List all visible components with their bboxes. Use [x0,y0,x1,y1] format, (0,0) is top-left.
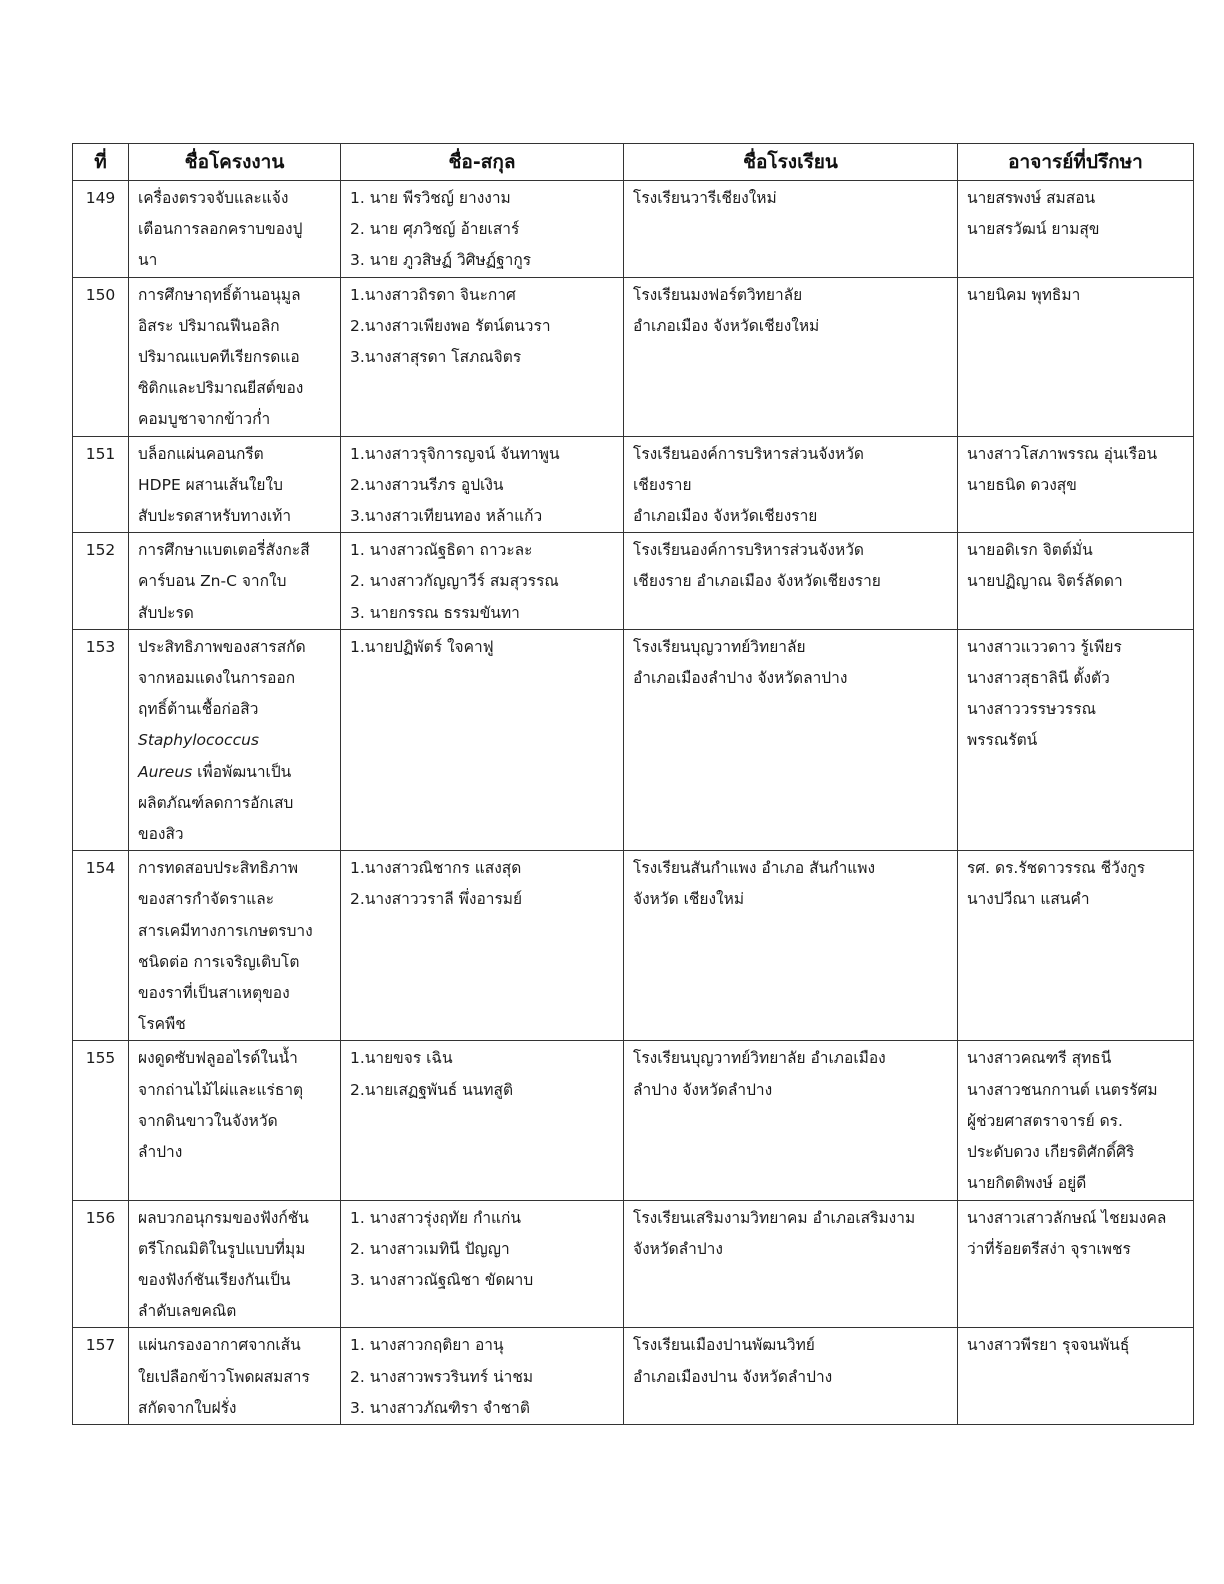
student-name: 2. นางสาวกัญญาวีร์ สมสุวรรณ [350,572,559,591]
student-names-cell [341,181,624,278]
school-name-cell [624,629,958,850]
project-name-cell [129,436,341,533]
advisor-name: นายธนิด ดวงสุข [967,475,1077,494]
row-number: 152 [73,533,129,630]
school-name-line: ลำปาง จังหวัดลำปาง [633,1080,773,1099]
project-name-line: คาร์บอน Zn-C จากใบ [138,572,287,591]
advisors-cell [958,851,1194,1041]
project-name-line: สารเคมีทางการเกษตรบาง [138,921,313,940]
project-name-cell [129,1328,341,1425]
student-name: 2.นายเสฏฐพันธ์ นนทสูติ [350,1080,514,1099]
project-name-line: ผลิตภัณฑ์ลดการอักเสบ [138,793,294,812]
project-name-line: สับปะรดสาหรับทางเท้า [138,507,292,526]
school-name-line: โรงเรียนวารีเชียงใหม่ [633,189,777,207]
project-name-cell [129,851,341,1041]
school-name-line: อำเภอเมือง จังหวัดเชียงใหม่ [633,316,820,335]
project-name-line: การศึกษาแบตเตอรี่สังกะสี [138,541,310,560]
row-number: 155 [73,1041,129,1200]
project-name-line: ประสิทธิภาพของสารสกัด [138,637,306,656]
advisors-cell [958,1328,1194,1425]
student-name: 3. นายกรรณ ธรรมขันทา [350,603,520,622]
advisor-name: นายปฏิญาณ จิตร์ลัดดา [967,572,1123,591]
table-header-row [73,144,1194,181]
student-name: 3.นางสาวเทียนทอง หล้าแก้ว [350,507,543,526]
scientific-name: Staphylococcus [138,731,259,750]
advisor-name: นางสาวโสภาพรรณ อุ่นเรือน [967,444,1158,463]
advisor-name: นายนิคม พุทธิมา [967,285,1081,304]
student-names-cell [341,533,624,630]
project-name-line: บล็อกแผ่นคอนกรีต [138,444,264,463]
advisor-name: นางปวีณา แสนคำ [967,890,1090,909]
project-name-line: นา [138,251,158,270]
table-row [73,277,1194,436]
student-name: 3. นางสาวภัณฑิรา จำชาติ [350,1398,530,1417]
project-name-line: HDPE ผสานเส้นใยใบ [138,475,283,494]
project-name-line: สกัดจากใบฝรั่ง [138,1398,237,1417]
advisors-cell [958,533,1194,630]
row-number: 157 [73,1328,129,1425]
project-name-cell [129,1041,341,1200]
project-name-cell [129,629,341,850]
advisor-name: นายสรพงษ์ สมสอน [967,189,1096,207]
scientific-name: Aureus [138,762,193,781]
project-name-cell [129,533,341,630]
project-name-line: ของสิว [138,825,184,844]
project-name-line: จากดินขาวในจังหวัด [138,1111,278,1130]
advisor-name: นางสาวแววดาว รู้เพียร [967,637,1122,656]
project-name-cell [129,181,341,278]
advisor-name: นางสาววรรษวรรณ [967,700,1097,719]
project-name-line: เครื่องตรวจจับและแจ้ง [138,189,289,207]
project-name-line: ปริมาณแบคทีเรียกรดแอ [138,348,300,367]
advisor-name: นางสาวเสาวลักษณ์ ไชยมงคล [967,1208,1167,1227]
project-name-line: ซิติกและปริมาณยีสต์ของ [138,379,304,398]
student-name: 1. นางสาวรุ่งฤทัย กำแก่น [350,1208,522,1227]
school-name-line: โรงเรียนสันกำแพง อำเภอ สันกำแพง [633,859,876,878]
project-name-line: ผลบวกอนุกรมของฟังก์ชัน [138,1208,309,1227]
student-names-cell [341,436,624,533]
advisor-name: นายกิตติพงษ์ อยู่ดี [967,1174,1087,1193]
advisors-cell [958,436,1194,533]
project-name-line: สับปะรด [138,603,194,622]
student-name: 3.นางสาสุรดา โสภณจิตร [350,348,522,367]
advisor-name: พรรณรัตน์ [967,731,1038,750]
table-row [73,533,1194,630]
school-name-cell [624,851,958,1041]
project-name-line: การศึกษาฤทธิ์ต้านอนุมูล [138,285,301,304]
student-name: 2.นางสาววราลี พึ่งอารมย์ [350,890,523,909]
student-name: 2.นางสาวเพียงพอ รัตน์ตนวรา [350,316,551,335]
student-name: 2. นาย ศุภวิชญ์ อ้ายเสาร์ [350,220,520,239]
school-name-line: เชียงราย อำเภอเมือง จังหวัดเชียงราย [633,572,881,591]
advisor-name: นายอดิเรก จิตต์มั่น [967,541,1093,560]
advisor-name: ผู้ช่วยศาสตราจารย์ ดร. [967,1111,1123,1130]
student-name: 1.นางสาวถิรดา จินะกาศ [350,285,516,304]
table-row [73,1200,1194,1328]
student-names-cell [341,277,624,436]
advisors-cell [958,1041,1194,1200]
student-name: 3. นาย ภูวสิษฏ์ วิศิษฏ์ฐากูร [350,251,532,270]
document-page [72,143,1193,1425]
project-name-line: อิสระ ปริมาณฟีนอลิก [138,316,280,335]
student-name: 3. นางสาวณัฐณิชา ขัดผาบ [350,1270,534,1289]
project-name-line: ของฟังก์ชันเรียงกันเป็น [138,1270,291,1289]
advisors-cell [958,181,1194,278]
school-name-line: โรงเรียนองค์การบริหารส่วนจังหวัด [633,541,864,560]
table-row [73,1328,1194,1425]
project-name-line: Aureus เพื่อพัฒนาเป็น [138,762,292,781]
table-row [73,851,1194,1041]
student-name: 2. นางสาวเมทินี ปัญญา [350,1239,510,1258]
header-student-names: ชื่อ-สกุล [341,144,624,181]
school-name-line: จังหวัดลำปาง [633,1239,723,1258]
student-name: 1.นางสาวรุจิการญจน์ จันทาพูน [350,444,560,463]
student-names-cell [341,851,624,1041]
row-number: 150 [73,277,129,436]
project-name-line: ใยเปลือกข้าวโพดผสมสาร [138,1367,310,1386]
student-name: 1. นาย พีรวิชญ์ ยางงาม [350,189,511,207]
project-name-line: ของสารกำจัดราและ [138,890,275,909]
project-name-line: ของราที่เป็นสาเหตุของ [138,984,290,1003]
school-name-line: จังหวัด เชียงใหม่ [633,890,745,909]
table-row [73,436,1194,533]
row-number: 156 [73,1200,129,1328]
project-name-line: ผงดูดซับฟลูออไรด์ในน้ำ [138,1049,298,1068]
project-name-line: โรคพืช [138,1015,186,1034]
school-name-cell [624,1041,958,1200]
advisor-name: นางสาวชนกกานต์ เนตรรัศม [967,1080,1158,1099]
advisor-name: ประดับดวง เกียรติศักดิ์ศิริ [967,1143,1135,1162]
student-names-cell [341,1328,624,1425]
school-name-cell [624,1328,958,1425]
project-table [72,143,1194,1425]
project-name-line: ฤทธิ์ต้านเชื้อก่อสิว [138,700,259,719]
advisors-cell [958,277,1194,436]
project-name-line: การทดสอบประสิทธิภาพ [138,859,299,878]
row-number: 149 [73,181,129,278]
student-names-cell [341,1041,624,1200]
school-name-line: โรงเรียนบุญวาทย์วิทยาลัย อำเภอเมือง [633,1049,886,1068]
student-name: 2. นางสาวพรวรินทร์ น่าชม [350,1367,534,1386]
school-name-line: อำเภอเมืองลำปาง จังหวัดลาปาง [633,669,848,688]
project-name-line: ตรีโกณมิติในรูปแบบที่มุม [138,1239,306,1258]
student-name: 1.นางสาวณิชากร แสงสุด [350,859,522,878]
student-name: 1.นายปฏิพัตร์ ใจคาฟู [350,637,494,656]
table-body [73,181,1194,1425]
school-name-cell [624,533,958,630]
advisor-name: นายสรวัฒน์ ยามสุข [967,220,1100,239]
row-number: 154 [73,851,129,1041]
school-name-line: โรงเรียนเสริมงามวิทยาคม อำเภอเสริมงาม [633,1208,916,1227]
student-name: 1. นางสาวณัฐธิดา ถาวะละ [350,541,533,560]
header-number: ที่ [73,144,129,181]
advisor-name: รศ. ดร.รัชดาวรรณ ชีวังกูร [967,859,1146,878]
project-name-cell [129,277,341,436]
school-name-line: โรงเรียนองค์การบริหารส่วนจังหวัด [633,444,864,463]
student-names-cell [341,1200,624,1328]
student-name: 2.นางสาวนรีภร อูปเงิน [350,475,504,494]
advisor-name: ว่าที่ร้อยตรีสง่า จุราเพชร [967,1239,1131,1258]
school-name-cell [624,181,958,278]
advisors-cell [958,1200,1194,1328]
row-number: 151 [73,436,129,533]
school-name-line: เชียงราย [633,475,692,494]
advisor-name: นางสาวคณฑรี สุทธนี [967,1049,1112,1068]
header-project-name: ชื่อโครงงาน [129,144,341,181]
header-school-name: ชื่อโรงเรียน [624,144,958,181]
project-name-line: จากถ่านไม้ไผ่และแร่ธาตุ [138,1080,304,1099]
project-name-line: จากหอมแดงในการออก [138,669,296,688]
school-name-line: โรงเรียนเมืองปานพัฒนวิทย์ [633,1336,815,1355]
advisor-name: นางสาวสุธาลินี ตั้งตัว [967,669,1110,688]
project-name-line: ลำปาง [138,1143,183,1162]
advisors-cell [958,629,1194,850]
header-advisors: อาจารย์ที่ปรึกษา [958,144,1194,181]
school-name-cell [624,436,958,533]
student-names-cell [341,629,624,850]
school-name-line: อำเภอเมือง จังหวัดเชียงราย [633,507,818,526]
table-row [73,1041,1194,1200]
school-name-cell [624,277,958,436]
table-row [73,629,1194,850]
project-name-line: คอมบูชาจากข้าวก่ำ [138,410,271,429]
school-name-cell [624,1200,958,1328]
row-number: 153 [73,629,129,850]
project-name-line: แผ่นกรองอากาศจากเส้น [138,1336,301,1355]
project-name-cell [129,1200,341,1328]
school-name-line: โรงเรียนบุญวาทย์วิทยาลัย [633,637,806,656]
school-name-line: อำเภอเมืองปาน จังหวัดลำปาง [633,1367,833,1386]
project-name-line [138,725,332,756]
advisor-name: นางสาวพีรยา รุจจนพันธุ์ [967,1336,1130,1355]
table-row [73,181,1194,278]
project-name-line: ชนิดต่อ การเจริญเติบโต [138,952,300,971]
school-name-line: โรงเรียนมงฟอร์ตวิทยาลัย [633,285,803,304]
project-name-line: ลำดับเลขคณิต [138,1302,237,1321]
student-name: 1.นายขจร เฉิน [350,1049,453,1068]
student-name: 1. นางสาวกฤติยา อานุ [350,1336,504,1355]
project-name-line: เตือนการลอกคราบของปู [138,220,303,239]
